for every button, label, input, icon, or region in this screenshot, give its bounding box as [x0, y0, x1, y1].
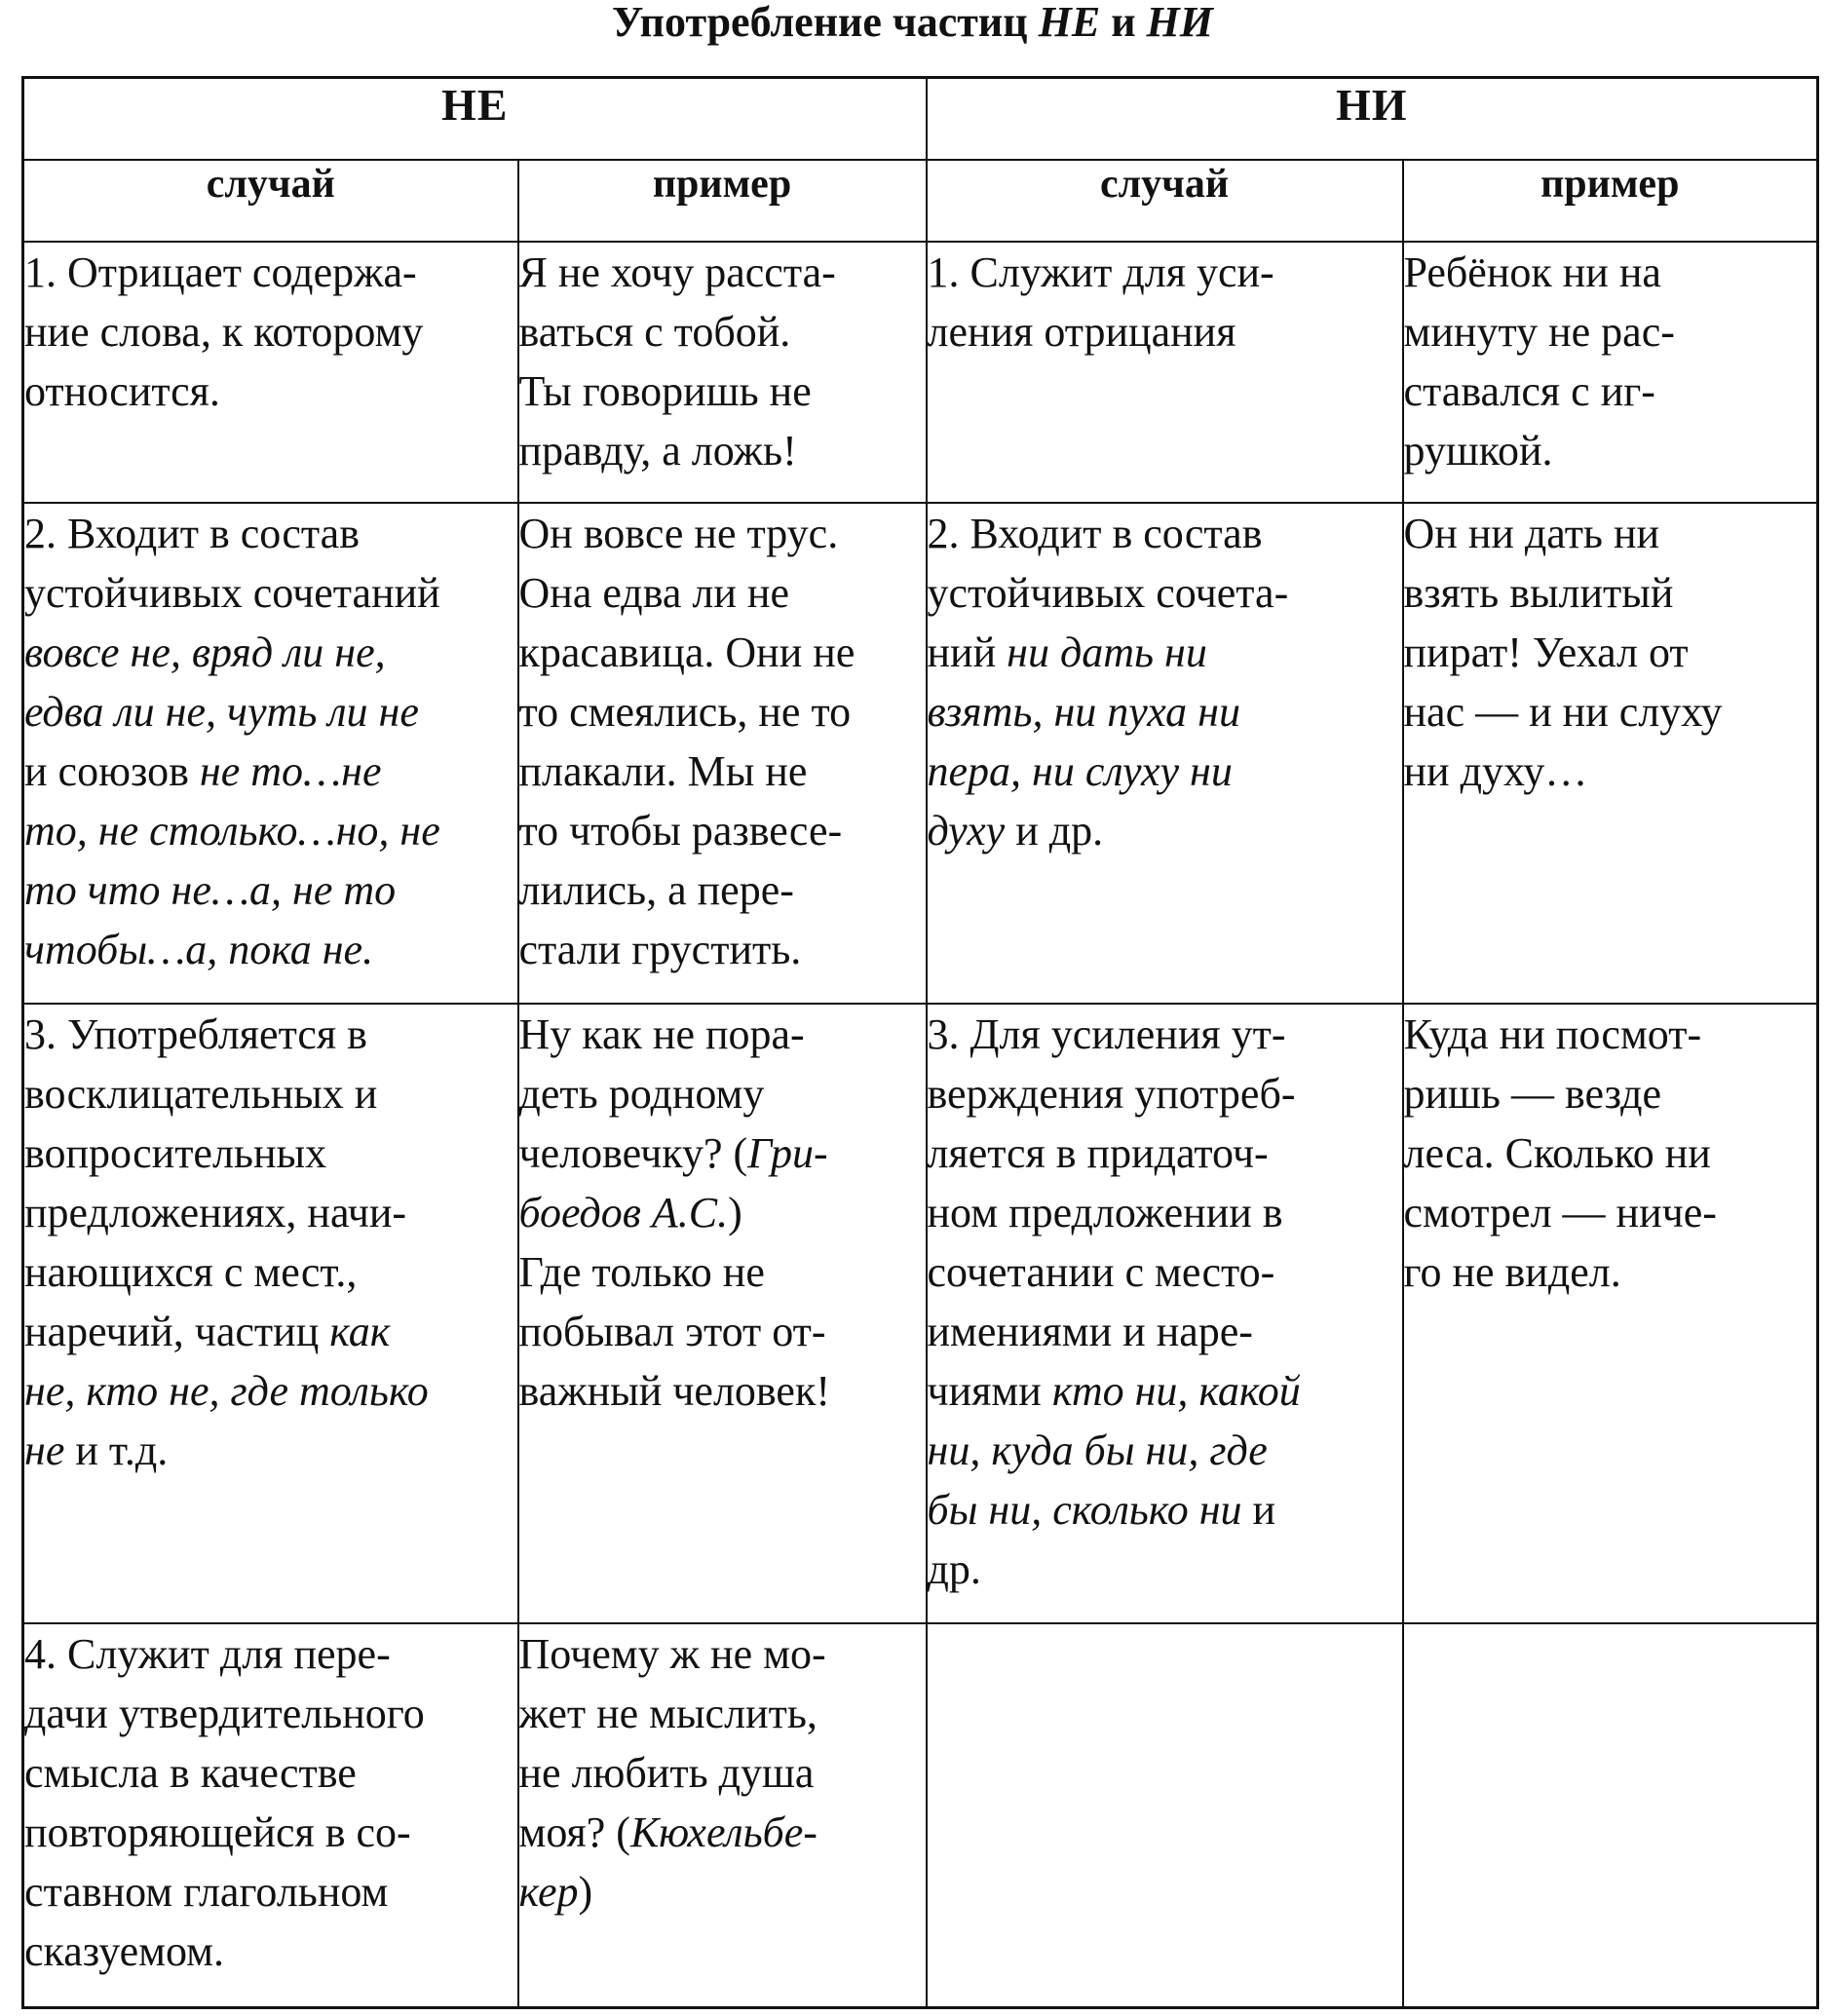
cell-text: нающихся с мест.,	[24, 1248, 358, 1296]
cell-text: )	[728, 1189, 742, 1236]
title-particle-ne: НЕ	[1038, 0, 1101, 46]
cell-text: важный человек!	[518, 1367, 830, 1415]
cell-line	[24, 1242, 517, 1302]
ne-case-cell	[23, 1623, 518, 2008]
cell-line	[24, 1743, 517, 1803]
page-title	[0, 0, 1825, 49]
cell-line	[928, 1421, 1402, 1480]
cell-line	[519, 1302, 926, 1361]
cell-line	[519, 742, 926, 801]
cell-line	[24, 623, 517, 682]
group-header-ne: НЕ	[23, 78, 927, 161]
cell-text: плакали. Мы не	[518, 747, 808, 795]
cell-italic-text: Гри-	[747, 1129, 828, 1177]
cell-line	[928, 1361, 1402, 1421]
cell-text: Где только не	[518, 1248, 765, 1296]
cell-text: ние слова, к которому	[24, 308, 424, 356]
cell-line	[24, 920, 517, 979]
cell-line	[928, 1242, 1402, 1302]
cell-line	[1404, 361, 1817, 421]
cell-text: восклицательных и	[24, 1070, 378, 1118]
cell-text: )	[578, 1868, 593, 1916]
cell-text: Куда ни посмот-	[1403, 1010, 1702, 1058]
cell-text: 2. Входит в состав	[24, 510, 360, 557]
cell-line	[1404, 1183, 1817, 1242]
cell-line	[928, 504, 1402, 563]
cell-italic-text: кер	[518, 1868, 579, 1916]
cell-line	[519, 504, 926, 563]
column-header-ni-case: случай	[927, 160, 1403, 242]
cell-line	[24, 1624, 517, 1684]
table-row	[23, 242, 1818, 503]
cell-italic-text: пера, ни слуху ни	[927, 747, 1233, 795]
cell-text: вопросительных	[24, 1129, 327, 1177]
cell-italic-text: ни, куда бы ни, где	[927, 1426, 1268, 1474]
cell-text: леса. Сколько ни	[1403, 1129, 1711, 1177]
cell-line	[24, 1684, 517, 1743]
ne-example-cell	[518, 503, 927, 1004]
ni-case-cell	[927, 1623, 1403, 2008]
cell-italic-text: взять, ни пуха ни	[927, 688, 1240, 736]
cell-line	[519, 682, 926, 742]
cell-line	[24, 563, 517, 623]
cell-text: деть родному	[518, 1070, 765, 1118]
cell-text: Я не хочу расста-	[518, 248, 836, 296]
cell-italic-text: духу	[927, 807, 1006, 855]
ne-case-cell	[23, 242, 518, 503]
cell-line	[928, 742, 1402, 801]
ni-case-cell	[927, 1004, 1403, 1623]
cell-italic-text: не то…не	[199, 747, 382, 795]
cell-text: ления отрицания	[927, 308, 1236, 356]
ne-case-cell	[23, 503, 518, 1004]
cell-text: др.	[927, 1545, 981, 1593]
cell-text: смотрел — ниче-	[1403, 1189, 1717, 1236]
cell-line	[928, 243, 1402, 302]
cell-line	[519, 1684, 926, 1743]
table-row	[23, 503, 1818, 1004]
cell-line	[24, 801, 517, 860]
cell-line	[519, 1862, 926, 1921]
cell-line	[1404, 1242, 1817, 1302]
cell-text: смысла в качестве	[24, 1749, 357, 1797]
cell-line	[1404, 302, 1817, 361]
cell-italic-text: не, кто не, где только	[24, 1367, 429, 1415]
cell-text: го не видел.	[1403, 1248, 1621, 1296]
cell-text: не любить душа	[518, 1749, 815, 1797]
title-lead: Употребление частиц	[611, 0, 1028, 46]
cell-text: ляется в придаточ-	[927, 1129, 1269, 1177]
cell-text: нас — и ни слуху	[1403, 688, 1723, 736]
cell-text: предложениях, начи-	[24, 1189, 407, 1236]
title-particle-ni: НИ	[1146, 0, 1213, 46]
cell-line	[519, 302, 926, 361]
cell-text: Он ни дать ни	[1403, 510, 1660, 557]
cell-text: Ребёнок ни на	[1403, 248, 1661, 296]
cell-text: 3. Употребляется в	[24, 1010, 367, 1058]
cell-text: Ты говоришь не	[518, 367, 812, 415]
ni-case-cell	[927, 503, 1403, 1004]
cell-line	[519, 563, 926, 623]
cell-line	[24, 1302, 517, 1361]
cell-line	[928, 623, 1402, 682]
cell-line	[519, 1183, 926, 1242]
cell-text: Он вовсе не трус.	[518, 510, 839, 557]
cell-line	[1404, 243, 1817, 302]
cell-text: и	[1241, 1486, 1276, 1534]
cell-line	[24, 1123, 517, 1183]
cell-text: Она едва ли не	[518, 569, 789, 617]
ni-example-cell	[1403, 242, 1818, 503]
particles-table	[21, 76, 1819, 2009]
cell-line	[24, 1921, 517, 1981]
group-header-ni: НИ	[927, 78, 1818, 161]
cell-text: ставался с иг-	[1403, 367, 1655, 415]
cell-italic-text: вовсе не, вряд ли не,	[24, 628, 386, 676]
cell-line	[928, 1064, 1402, 1123]
cell-text: взять вылитый	[1403, 569, 1674, 617]
cell-line	[928, 1540, 1402, 1599]
cell-line	[1404, 623, 1817, 682]
cell-line	[24, 1862, 517, 1921]
cell-line	[519, 623, 926, 682]
cell-text: 4. Служит для пере-	[24, 1630, 391, 1678]
cell-text: человечку? (	[518, 1129, 748, 1177]
cell-text: устойчивых сочетаний	[24, 569, 440, 617]
cell-line	[1404, 504, 1817, 563]
cell-text: ном предложении в	[927, 1189, 1283, 1236]
cell-text: 1. Служит для уси-	[927, 248, 1274, 296]
cell-italic-text: то, не столько…но, не	[24, 807, 440, 855]
ne-example-cell	[518, 1004, 927, 1623]
cell-line	[1404, 563, 1817, 623]
cell-text: чиями	[927, 1367, 1052, 1415]
cell-line	[519, 1803, 926, 1862]
cell-line	[24, 1183, 517, 1242]
cell-text: Почему ж не мо-	[518, 1630, 826, 1678]
table-row	[23, 1623, 1818, 2008]
cell-line	[24, 1803, 517, 1862]
cell-text: 1. Отрицает содержа-	[24, 248, 417, 296]
cell-text: то смеялись, не то	[518, 688, 852, 736]
column-header-ne-case: случай	[23, 160, 518, 242]
cell-text: ний	[927, 628, 1008, 676]
ni-example-cell	[1403, 1004, 1818, 1623]
ni-example-cell	[1403, 1623, 1818, 2008]
cell-line	[24, 1005, 517, 1064]
cell-text: 3. Для усиления ут-	[927, 1010, 1286, 1058]
cell-line	[24, 243, 517, 302]
column-header-ne-example: пример	[518, 160, 927, 242]
title-conjunction: и	[1111, 0, 1136, 46]
cell-line	[24, 742, 517, 801]
cell-text: лились, а пере-	[518, 866, 794, 914]
cell-text: повторяющейся в со-	[24, 1808, 411, 1856]
cell-text: ставном глагольном	[24, 1868, 389, 1916]
cell-text: и т.д.	[64, 1426, 169, 1474]
cell-text: правду, а ложь!	[518, 427, 797, 475]
cell-line	[519, 1624, 926, 1684]
cell-italic-text: бы ни, сколько ни	[927, 1486, 1242, 1534]
cell-line	[928, 1302, 1402, 1361]
cell-line	[519, 860, 926, 920]
cell-text: рушкой.	[1403, 427, 1553, 475]
cell-text: наречий, частиц	[24, 1308, 330, 1355]
ne-example-cell	[518, 242, 927, 503]
cell-italic-text: чтобы…а, пока не.	[24, 926, 374, 973]
cell-line	[519, 1123, 926, 1183]
cell-line	[24, 1421, 517, 1480]
cell-text: пират! Уехал от	[1403, 628, 1689, 676]
table-row	[23, 1004, 1818, 1623]
cell-italic-text: то что не…а, не то	[24, 866, 397, 914]
ne-example-cell	[518, 1623, 927, 2008]
ni-example-cell	[1403, 503, 1818, 1004]
cell-line	[1404, 682, 1817, 742]
cell-line	[24, 860, 517, 920]
cell-line	[1404, 1123, 1817, 1183]
cell-text: минуту не рас-	[1403, 308, 1675, 356]
cell-italic-text: не	[24, 1426, 65, 1474]
cell-text: побывал этот от-	[518, 1308, 826, 1355]
cell-line	[519, 1005, 926, 1064]
cell-line	[519, 1064, 926, 1123]
cell-line	[519, 1242, 926, 1302]
cell-text: и др.	[1005, 807, 1104, 855]
cell-text: ваться с тобой.	[518, 308, 791, 356]
cell-italic-text: как	[329, 1308, 391, 1355]
cell-line	[928, 1480, 1402, 1540]
cell-line	[24, 682, 517, 742]
cell-line	[519, 1361, 926, 1421]
cell-italic-text: Кюхельбе-	[629, 1808, 817, 1856]
cell-line	[928, 563, 1402, 623]
cell-text: имениями и наре-	[927, 1308, 1253, 1355]
cell-text: и союзов	[24, 747, 200, 795]
cell-text: устойчивых сочета-	[927, 569, 1289, 617]
cell-text: красавица. Они не	[518, 628, 855, 676]
cell-line	[928, 1005, 1402, 1064]
cell-italic-text: едва ли не, чуть ли не	[24, 688, 419, 736]
ne-case-cell	[23, 1004, 518, 1623]
cell-line	[928, 302, 1402, 361]
cell-line	[1404, 1005, 1817, 1064]
cell-text: верждения употреб-	[927, 1070, 1296, 1118]
cell-text: ни духу…	[1403, 747, 1588, 795]
cell-text: сказуемом.	[24, 1927, 225, 1975]
cell-line	[519, 920, 926, 979]
cell-text: относится.	[24, 367, 220, 415]
cell-italic-text: кто ни, какой	[1051, 1367, 1301, 1415]
cell-line	[24, 1361, 517, 1421]
cell-line	[24, 1064, 517, 1123]
cell-text: Ну как не пора-	[518, 1010, 805, 1058]
cell-text: то чтобы развесе-	[518, 807, 843, 855]
cell-line	[519, 361, 926, 421]
cell-line	[928, 682, 1402, 742]
cell-line	[519, 1743, 926, 1803]
cell-italic-text: ни дать ни	[1007, 628, 1207, 676]
cell-text: сочетании с место-	[927, 1248, 1275, 1296]
column-header-ni-example: пример	[1403, 160, 1818, 242]
cell-italic-text: боедов А.С.	[518, 1189, 729, 1236]
cell-line	[24, 302, 517, 361]
cell-text: жет не мыслить,	[518, 1690, 817, 1737]
cell-line	[519, 243, 926, 302]
cell-line	[928, 1183, 1402, 1242]
cell-line	[928, 1123, 1402, 1183]
cell-text: моя? (	[518, 1808, 630, 1856]
cell-line	[24, 361, 517, 421]
cell-text: ришь — везде	[1403, 1070, 1662, 1118]
cell-text: 2. Входит в состав	[927, 510, 1263, 557]
cell-line	[1404, 421, 1817, 480]
ni-case-cell	[927, 242, 1403, 503]
cell-line	[928, 801, 1402, 860]
cell-line	[519, 421, 926, 480]
cell-line	[1404, 742, 1817, 801]
cell-line	[519, 801, 926, 860]
cell-line	[24, 504, 517, 563]
cell-line	[1404, 1064, 1817, 1123]
cell-text: дачи утвердительного	[24, 1690, 425, 1737]
cell-text: стали грустить.	[518, 926, 802, 973]
